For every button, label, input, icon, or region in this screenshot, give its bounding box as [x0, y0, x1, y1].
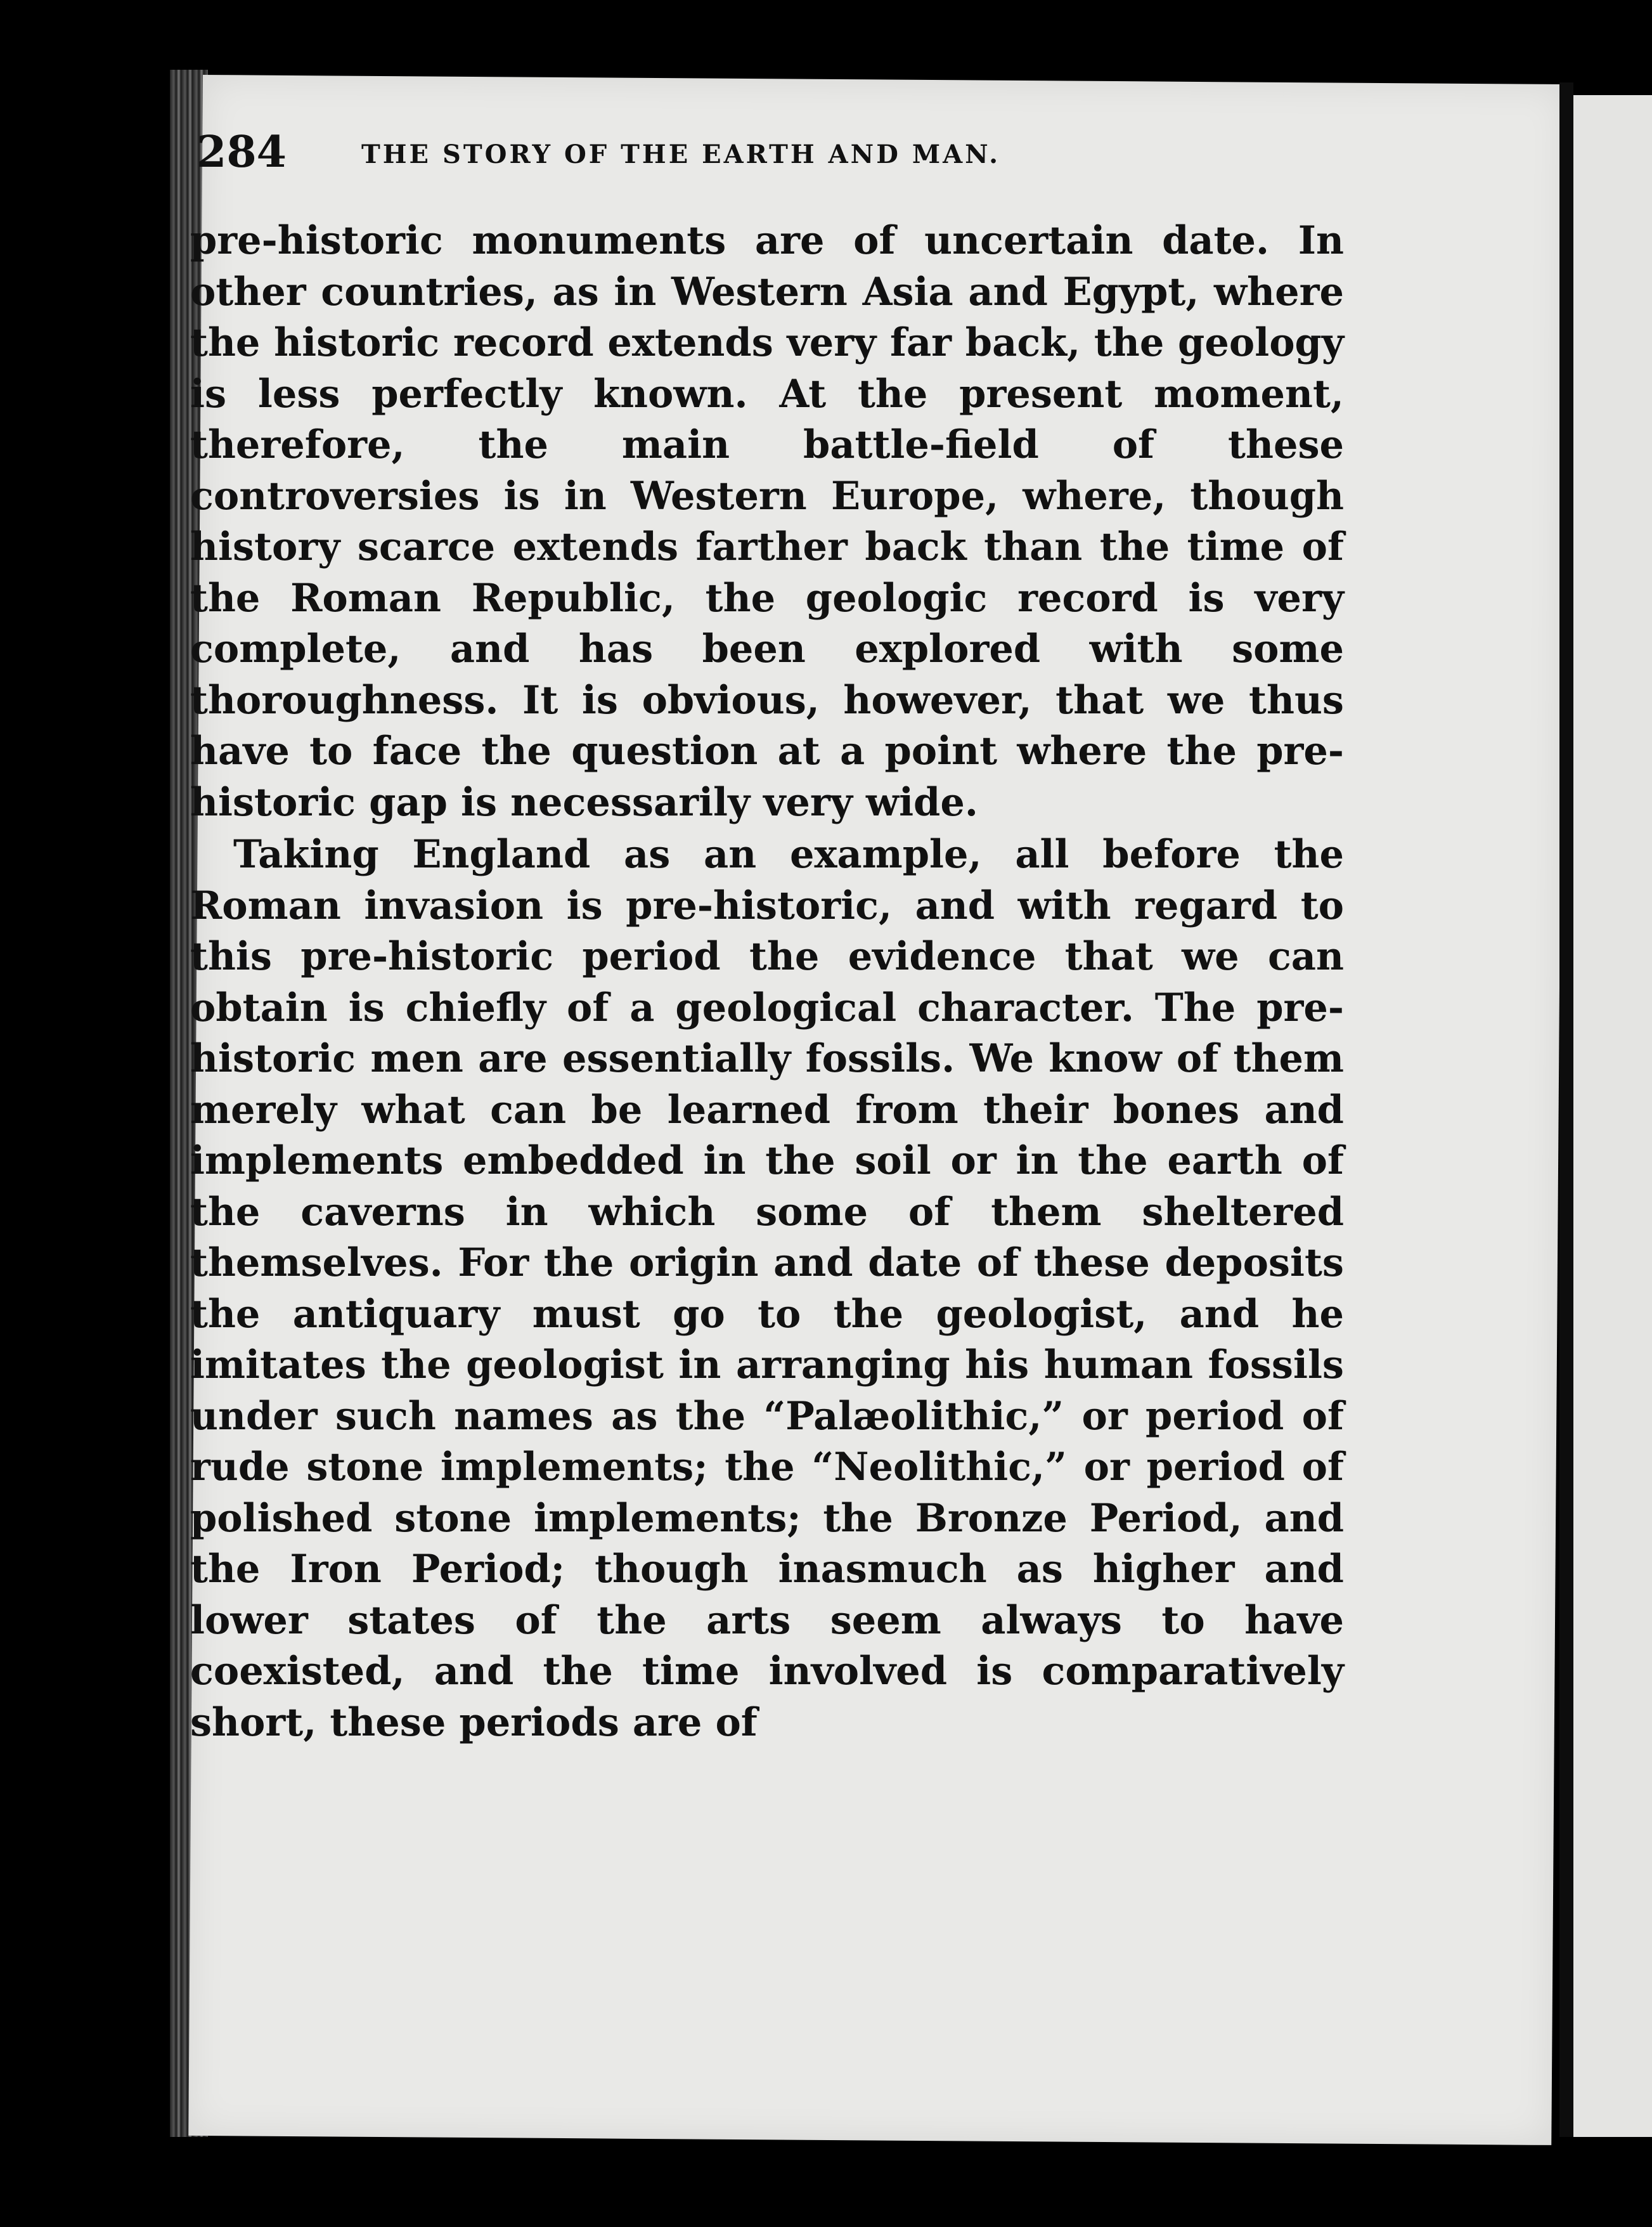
paragraph-continued: pre-historic monuments are of uncertain date. In other countries, as in Western Asia and Egypt, where the historic record extends very far back, the geology is less perfectly known. At the present moment, therefore, the main battle-field of these controversies is in Western Europe, where, though history scarce extends farther back than the time of the Roman Republic, the geologic record is very complete, and has been explored with some thoroughness. It is obvious, however, that we thus have to face the question at a point where the pre-historic gap is necessarily very wide. — [190, 218, 1344, 825]
running-title: THE STORY OF THE EARTH AND MAN. — [361, 140, 1001, 169]
page-header — [197, 114, 1338, 190]
paragraph: Taking England as an example, all before the Roman invasion is pre-historic, and with regard to this pre-historic period the evidence that we can obtain is chiefly of a geological character. The pre-historic men are essentially fossils. We know of them merely what can be learned from their bones and implements embedded in the soil or in the earth of the caverns in which some of them sheltered themselves. For the origin and date of these deposits the antiquary must go to the geologist, and he imitates the geologist in arranging his human fossils under such names as the “Palæolithic,” or period of rude stone implements; the “Neolithic,” or period of polished stone implements; the Bronze Period, and the Iron Period; though inasmuch as higher and lower states of the arts seem always to have coexisted, and the time involved is comparatively short, these periods are of — [190, 832, 1344, 1745]
gutter-shadow — [1559, 82, 1573, 2137]
page-number: 284 — [197, 127, 287, 178]
body-text — [190, 216, 1344, 1748]
facing-page-edge — [1573, 95, 1652, 2137]
